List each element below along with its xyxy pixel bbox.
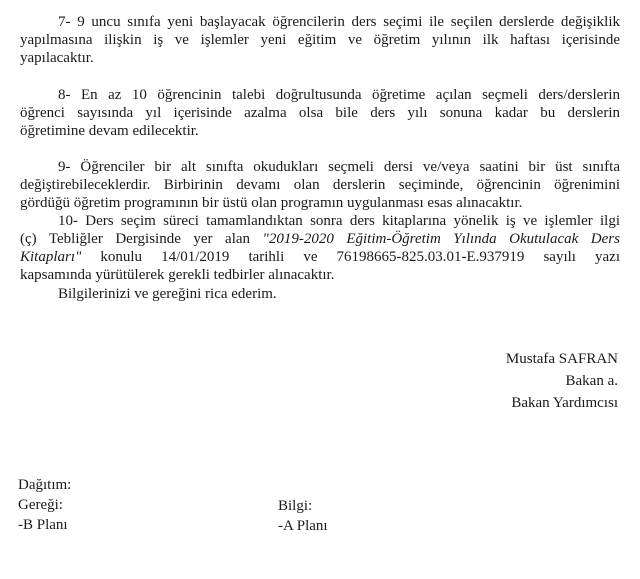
paragraph-line: kapsamında yürütülerek gerekli tedbirler alınacaktır.: [20, 267, 335, 283]
action-label: Gereği:: [18, 497, 63, 513]
paragraph-line: yapılacaktır.: [20, 50, 94, 66]
signature-block: [506, 348, 618, 414]
closing-text: Bilgilerinizi ve gereğini rica ederim.: [58, 286, 277, 302]
paragraph-line: 7- 9 uncu sınıfa yeni başlayacak öğrencilerin ders seçimi ile seçilen derslerde değişiklik: [58, 14, 620, 30]
action-value: -B Planı: [18, 517, 68, 533]
signatory-name: Mustafa SAFRAN: [505, 351, 618, 367]
cited-document-title: Kitapları": [20, 249, 82, 265]
distribution-label: Dağıtım:: [18, 477, 72, 493]
paragraph-7: [20, 13, 620, 67]
signatory-title: Bakan Yardımcısı: [511, 395, 618, 411]
paragraph-line: değiştirebileceklerdir. Birbirinin devamı olan derslerin seçiminde, öğrencinin öğrenimini: [20, 177, 620, 193]
paragraph-line: [20, 230, 620, 248]
paragraph-line: [20, 248, 620, 266]
paragraph-line: 8- En az 10 öğrencinin talebi doğrultusunda öğretime açılan seçmeli ders/derslerin: [58, 87, 620, 103]
paragraph-line: öğretimine devam edilecektir.: [20, 123, 199, 139]
paragraph-line: gördüğü öğretim programının bir üstü olan programın uygulanması esas alınacaktır.: [20, 195, 523, 211]
signatory-on-behalf: Bakan a.: [565, 373, 618, 389]
paragraph-line: yapılmasına ilişkin iş ve işlemler yeni eğitim ve öğretim yılının ilk haftası içerisinde: [20, 32, 620, 48]
paragraph-10: [20, 212, 620, 284]
distribution-info: [278, 496, 328, 536]
paragraph-8: [20, 86, 620, 140]
paragraph-text: konulu 14/01/2019 tarihli ve 76198665-825.03.01-E.937919 sayılı yazı: [81, 249, 620, 265]
paragraph-line: öğrenci sayısında yıl içerisinde azalma olsa bile ders yılı sonuna kadar bu derslerin: [20, 105, 620, 121]
info-label: Bilgi:: [278, 498, 313, 514]
closing-sentence: [58, 285, 277, 303]
paragraph-line: 10- Ders seçim süreci tamamlandıktan sonra ders kitaplarına yönelik iş ve işlemler ilgi: [58, 213, 620, 229]
paragraph-text: (ç) Tebliğler Dergisinde yer alan: [20, 231, 263, 247]
paragraph-9: [20, 158, 620, 212]
cited-document-title: "2019-2020 Eğitim-Öğretim Yılında Okutulacak Ders: [262, 231, 620, 247]
distribution-action: [18, 475, 71, 535]
info-value: -A Planı: [278, 518, 328, 534]
paragraph-line: 9- Öğrenciler bir alt sınıfta okudukları seçmeli dersi ve/veya saatini bir üst sınıfta: [58, 159, 620, 175]
